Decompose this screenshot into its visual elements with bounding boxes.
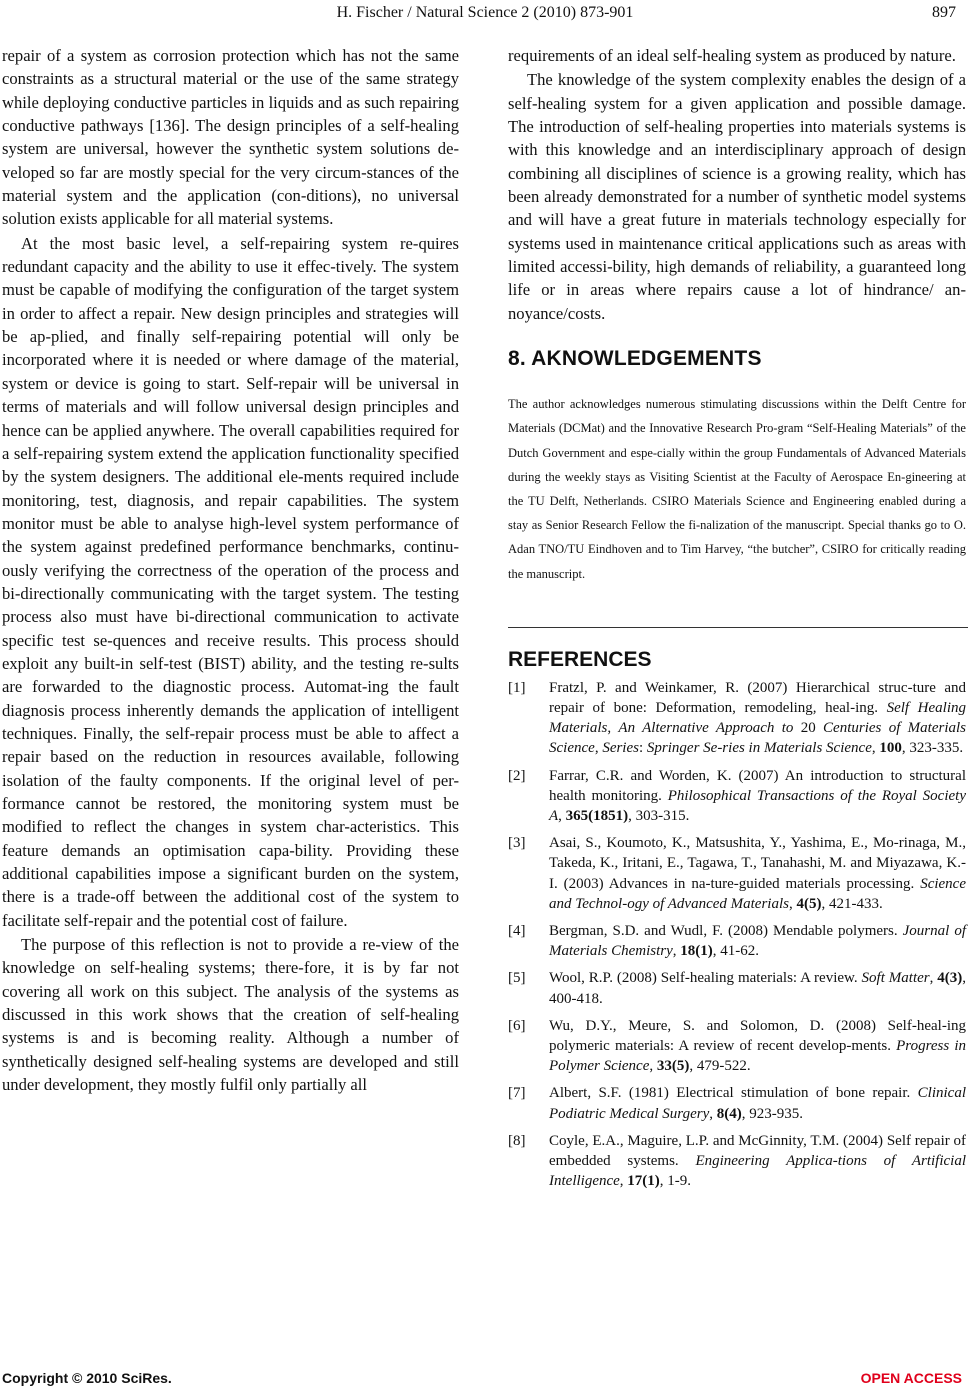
reference-run: , [788, 895, 797, 912]
reference-item [508, 921, 966, 961]
reference-text [549, 766, 966, 827]
reference-item [508, 1131, 966, 1192]
reference-text [549, 1016, 966, 1077]
reference-item [508, 1016, 966, 1077]
reference-run: , 923-935. [741, 1105, 803, 1122]
reference-text [549, 1131, 966, 1192]
reference-run: : [638, 740, 647, 757]
reference-run: , [709, 1105, 717, 1122]
page-header [0, 2, 970, 26]
reference-run: , 1-9. [659, 1173, 692, 1190]
reference-text [549, 1083, 966, 1123]
reference-item [508, 678, 966, 759]
reference-text [549, 678, 966, 759]
reference-run: , [619, 1173, 628, 1190]
reference-run: Coyle, E.A., Maguire, L.P. and McGinnity, T.M. (2004) Self repair of embedded systems. [549, 1132, 966, 1170]
reference-run: , 323-335. [901, 740, 964, 757]
reference-run: 20 [793, 720, 824, 737]
reference-italic: Engineering Applica-tions of Artificial Intelligence [549, 1153, 966, 1190]
reference-run: , 41-62. [712, 943, 759, 960]
acknowledgements-heading: 8. AKNOWLEDGEMENTS [508, 347, 762, 371]
reference-run: , [672, 943, 681, 960]
reference-number: [4] [508, 922, 526, 939]
reference-bold: 17(1) [627, 1173, 660, 1190]
page-number: 897 [932, 4, 956, 21]
reference-item [508, 833, 966, 914]
references-heading: REFERENCES [508, 647, 652, 671]
reference-italic: Progress in Polymer Science [549, 1038, 966, 1075]
reference-run: Wool, R.P. (2008) Self-healing materials: A review. [549, 970, 862, 987]
reference-italic: An Alternative Approach to [618, 720, 794, 737]
reference-italic: Journal of Materials Chemistry [549, 922, 966, 960]
reference-run: , 303-315. [628, 807, 690, 824]
reference-run: Farrar, C.R. and Worden, K. (2007) An introduction to structural health monitoring. [549, 767, 966, 804]
reference-bold: 4(5) [796, 895, 822, 912]
left-column [2, 44, 459, 1096]
body-paragraph: The purpose of this reflection is not to provide a re-view of the knowledge on self-healing systems; there-fore, it is by far not covering all work on this subject. The analysis of the systems as discussed in this work shows that the creation of self-healing systems is and is becoming reality. Although a number of synthetically designed self-healing systems are developed and still under development, they mostly fulfil only partially all [2, 935, 459, 1095]
reference-number: [7] [508, 1085, 526, 1102]
reference-bold: 100 [879, 740, 902, 757]
body-paragraph: repair of a system as corrosion protection which has not the same constraints as a structural material or the use of the same strategy while deploying conductive particles in liquids and as such repairing conductive pathways [136]. The design principles of a self-healing system are universal, however the synthetic system solutions de-veloped so far are mostly special for the very circum-stances of the material system and the application (con-ditions), no universal solution exists applicable for all material systems. [2, 46, 459, 229]
reference-run: Fratzl, P. and Weinkamer, R. (2007) Hierarchical struc-ture and repair of bone: Deformation, remodeling, heal-ing. [549, 679, 966, 716]
reference-number: [1] [508, 679, 526, 696]
reference-run: , [929, 970, 938, 987]
reference-run: , [594, 740, 603, 757]
reference-run: Asai, S., Koumoto, K., Matsushita, Y., Yashima, E., Mo-rinaga, M., Takeda, K., Iritani, E., Tagawa, T., Tanahashi, M. and Miyazawa, K.-I. (2003) Advances in na-ture-guided materials processing. [549, 835, 966, 892]
right-column [508, 44, 966, 1198]
reference-run: , [607, 720, 619, 737]
reference-text [549, 968, 966, 1008]
running-title: H. Fischer / Natural Science 2 (2010) 873-901 [336, 4, 634, 21]
reference-run: , [871, 740, 880, 757]
reference-italic: Springer Se-ries in Materials Science [646, 740, 872, 757]
acknowledgements-text: The author acknowledges numerous stimulating discussions within the Delft Centre for Materials (DCMat) and the Innovative Research Pro-gram “Self-Healing Materials” of the Dutch Government and espe-cially within the group Fundamentals of Advanced Materials during the weekly stays as Visiting Scientist at the Faculty of Aerospace En-gineering at the TU Delft, Netherlands. CSIRO Materials Science and Engineering enabled during a stay as Senior Research Fellow the fi-nalization of the manuscript. Special thanks go to O. Adan TNO/TU Eindhoven and to Tim Harvey, “the butcher”, CSIRO for critically reading the manuscript. [508, 397, 966, 581]
page-footer [0, 1370, 970, 1388]
reference-item [508, 968, 966, 1008]
reference-bold: 18(1) [680, 943, 713, 960]
reference-text [549, 833, 966, 914]
reference-list [508, 678, 966, 1192]
copyright-notice: Copyright © 2010 SciRes. [2, 1370, 172, 1386]
reference-italic: Soft Matter [861, 970, 930, 987]
reference-bold: 4(3) [937, 970, 963, 987]
reference-number: [2] [508, 767, 526, 784]
reference-run: , 400-418. [549, 970, 967, 1007]
reference-number: [3] [508, 835, 526, 852]
reference-number: [5] [508, 970, 526, 987]
reference-italic: Self Healing Materials [549, 699, 966, 737]
body-paragraph: The knowledge of the system complexity enables the design of a self-healing system for a given application and possible damage. The introduction of self-healing properties into materials systems is with this knowledge and an interdisciplinary approach of design combining all disciplines of science is a growing reality, which has been already demonstrated for a number of synthetic model systems and will have a great future in materials technology especially for systems used in maintenance critical applications such as areas with limited accessi-bility, high demands of reliability, a guaranteed long life or in areas where repairs cause a lot of hindrance/ an-noyance/costs. [508, 70, 966, 323]
reference-run: Wu, D.Y., Meure, S. and Solomon, D. (2008) Self-heal-ing polymeric materials: A review of recent develop-ments. [549, 1017, 966, 1054]
reference-italic: Clinical Podiatric Medical Surgery [549, 1085, 966, 1122]
reference-bold: 8(4) [716, 1105, 742, 1122]
reference-number: [8] [508, 1132, 526, 1149]
reference-run: , 479-522. [689, 1058, 751, 1075]
reference-number: [6] [508, 1017, 526, 1034]
reference-run: , [558, 807, 566, 824]
reference-run: Bergman, S.D. and Wudl, F. (2008) Mendable polymers. [549, 922, 903, 939]
reference-item [508, 766, 966, 827]
body-paragraph: requirements of an ideal self-healing system as produced by nature. [508, 46, 956, 65]
reference-italic: Series [602, 740, 639, 757]
reference-run: Albert, S.F. (1981) Electrical stimulation of bone repair. [549, 1085, 918, 1102]
body-paragraph: At the most basic level, a self-repairing system re-quires redundant capacity and the ability to use it effec-tively. The system must be capable of modifying the configuration of the target system in order to affect a repair. New design principles and strategies will be ap-plied, and finally self-repairing potential will only be incorporated where it is needed or where damage of the material, system or device is going to start. Self-repair will be universal in terms of materials and will follow universal design principles and hence can be applied anywhere. The overall capabilities required for a self-repairing system extend the application functionality specified by the system designers. The additional ele-ments required include monitoring, test, diagnosis, and repair capabilities. The system monitor must be able to analyse high-level system performance of the system against predefined performance benchmarks, continu-ously verifying the correctness of the operation of the process and bi-directionally communicating with the target system. The testing process also must have bi-directional communication to activate specific test se-quences and receive results. This process should exploit any built-in self-test (BIST) ability, and the testing re-sults are forwarded to the diagnostic process. Automat-ing the fault diagnosis process inherently demands the application of intelligent techniques. Finally, the self-repair process must be able to affect a repair based on the reduction in resources available, following isolation of the faulty components. If the original level of per-formance cannot be restored, the monitoring system must be modified to reflect the changes in system char-acteristics. This feature demands an optimisation capa-bility. Providing these additional capabilities impose a significant burden on the system, there is a trade-off between the additional cost of the system to facilitate self-repair and the potential cost of failure. [2, 233, 459, 930]
reference-italic: Centuries of Materials Science [549, 720, 967, 757]
section-divider [508, 627, 968, 628]
reference-run: , 421-433. [821, 895, 883, 912]
reference-bold: 365(1851) [565, 807, 629, 824]
reference-bold: 33(5) [656, 1058, 690, 1075]
reference-text [549, 921, 966, 961]
reference-italic: Philosophical Transactions of the Royal Society A [549, 787, 966, 824]
reference-run: , [649, 1058, 657, 1075]
reference-item [508, 1083, 966, 1123]
reference-italic: Science and Technol-ogy of Advanced Materials [549, 875, 966, 912]
open-access-label: OPEN ACCESS [860, 1370, 962, 1386]
